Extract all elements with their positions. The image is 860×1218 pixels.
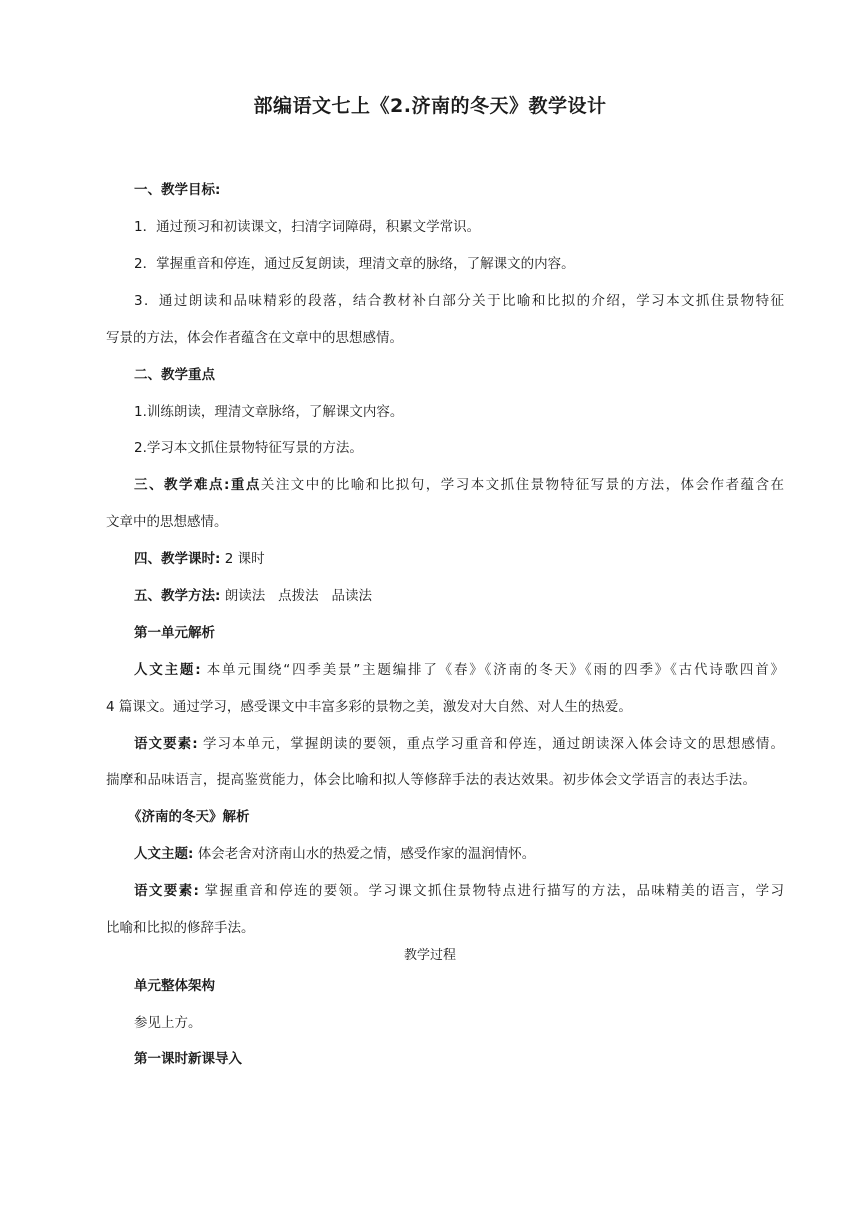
unit-lang-line-1 bbox=[106, 734, 784, 754]
text-theme-label: 人文主题: bbox=[134, 846, 194, 862]
section-5-text: 朗读法 点拨法 品读法 bbox=[220, 588, 372, 604]
text-lang-label: 语文要素: bbox=[134, 883, 199, 899]
section-5 bbox=[106, 586, 784, 606]
unit-theme-line-1 bbox=[106, 660, 784, 680]
text-theme-text: 体会老舍对济南山水的热爱之情，感受作家的温润情怀。 bbox=[193, 846, 536, 862]
key-point-1: 1.训练朗读，理清文章脉络，了解课文内容。 bbox=[134, 404, 404, 420]
unit-lang-line-2: 揣摩和品味语言，提高鉴赏能力，体会比喻和拟人等修辞手法的表达效果。初步体会文学语言的表达手法。 bbox=[106, 772, 756, 788]
section-4-heading: 四、教学课时: bbox=[134, 551, 221, 567]
text-analysis-heading: 《济南的冬天》解析 bbox=[128, 809, 250, 825]
text-lang-line-2: 比喻和比拟的修辞手法。 bbox=[106, 920, 255, 936]
unit-analysis-heading: 第一单元解析 bbox=[134, 625, 215, 641]
goal-3-line-1: 3．通过朗读和品味精彩的段落，结合教材补白部分关于比喻和比拟的介绍，学习本文抓住景物特征 bbox=[134, 293, 784, 309]
unit-lang-label: 语文要素: bbox=[134, 736, 198, 752]
unit-theme-line-2: 4 篇课文。通过学习，感受课文中丰富多彩的景物之美，激发对大自然、对人生的热爱。 bbox=[106, 699, 632, 715]
section-4-text: 2 课时 bbox=[220, 551, 265, 567]
section-5-heading: 五、教学方法: bbox=[134, 588, 221, 604]
text-theme bbox=[106, 844, 784, 864]
document-title: 部编语文七上《2.济南的冬天》教学设计 bbox=[253, 95, 607, 117]
goal-2: 2．掌握重音和停连，通过反复朗读，理清文章的脉络，了解课文的内容。 bbox=[134, 256, 575, 272]
unit-lang-text: 学习本单元，掌握朗读的要领，重点学习重音和停连，通过朗读深入体会诗文的思想感情。 bbox=[197, 736, 784, 752]
section-3-bold-key: 重点 bbox=[229, 477, 261, 493]
section-1-heading: 一、教学目标: bbox=[134, 182, 221, 198]
lesson-1-intro-heading: 第一课时新课导入 bbox=[134, 1051, 242, 1067]
unit-theme-text: 本单元围绕“四季美景”主题编排了《春》《济南的冬天》《雨的四季》《古代诗歌四首》 bbox=[200, 662, 784, 678]
unit-theme-label: 人文主题: bbox=[134, 662, 201, 678]
key-point-2: 2.学习本文抓住景物特征写景的方法。 bbox=[134, 440, 363, 456]
section-4 bbox=[106, 549, 784, 569]
unit-framework-text: 参见上方。 bbox=[134, 1015, 202, 1031]
goal-1: 1．通过预习和初读课文，扫清字词障碍，积累文学常识。 bbox=[134, 219, 481, 235]
section-3-line-1 bbox=[106, 475, 784, 495]
section-3-heading: 三、教学难点: bbox=[134, 477, 230, 493]
teaching-process-heading: 教学过程 bbox=[403, 948, 456, 963]
text-lang-text: 掌握重音和停连的要领。学习课文抓住景物特点进行描写的方法，品味精美的语言，学习 bbox=[198, 883, 784, 899]
section-3-text: 关注文中的比喻和比拟句，学习本文抓住景物特征写景的方法，体会作者蕴含在 bbox=[260, 477, 785, 493]
text-lang-line-1 bbox=[106, 881, 784, 901]
section-2-heading: 二、教学重点 bbox=[134, 367, 215, 383]
goal-3-line-2: 写景的方法，体会作者蕴含在文章中的思想感情。 bbox=[106, 330, 403, 346]
unit-framework-heading: 单元整体架构 bbox=[134, 978, 215, 994]
section-3-line-2: 文章中的思想感情。 bbox=[106, 514, 228, 530]
